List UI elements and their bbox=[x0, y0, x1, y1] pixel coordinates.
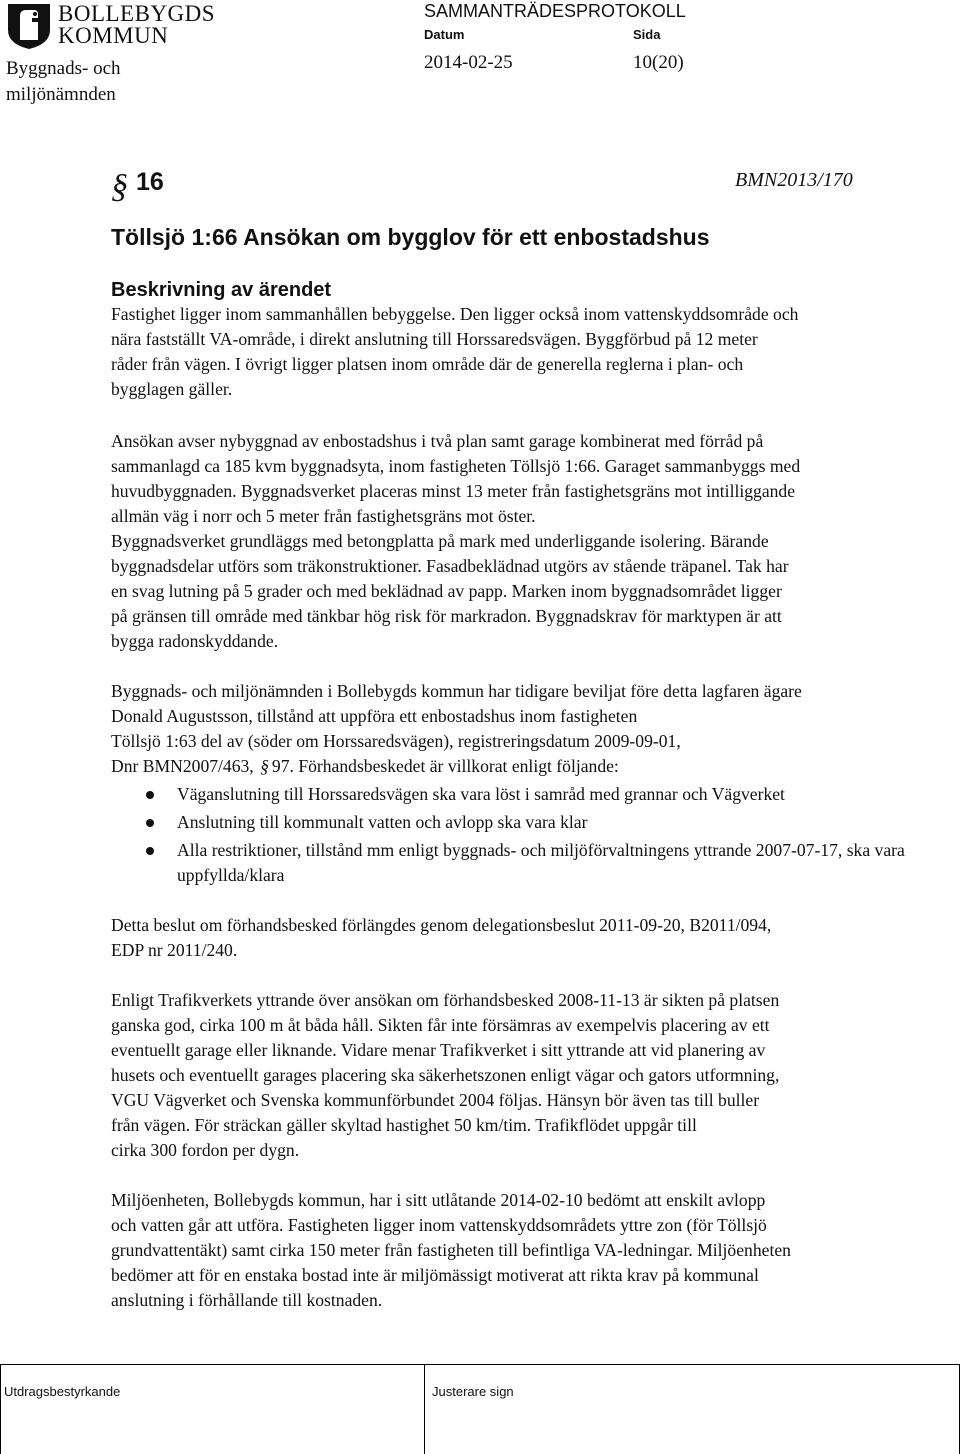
logo-text-line2: KOMMUN bbox=[58, 23, 169, 48]
text-line: anslutning i förhållande till kostnaden. bbox=[111, 1290, 383, 1310]
text-line: sammanlagd ca 185 kvm byggnadsyta, inom fastigheten Töllsjö 1:66. Garaget sammanbyggs med bbox=[111, 456, 801, 476]
footer-divider bbox=[0, 1364, 960, 1365]
text-line: allmän väg i norr och 5 meter från fastighetsgräns mot öster. bbox=[111, 506, 536, 526]
text-line: grundvattentäkt) samt cirka 150 meter från fastigheten till befintliga VA-ledningar. Miljöenheten bbox=[111, 1240, 791, 1260]
text-line: Donald Augustsson, tillstånd att uppföra ett enbostadshus inom fastigheten bbox=[111, 706, 638, 726]
text-line: EDP nr 2011/240. bbox=[111, 940, 238, 960]
list-item bbox=[146, 838, 936, 888]
department-line1: Byggnads- och bbox=[6, 58, 121, 79]
section-sign-icon: § bbox=[260, 756, 269, 776]
text-line: en svag lutning på 5 grader och med beklädnad av papp. Marken inom byggnadsområdet ligger bbox=[111, 581, 782, 601]
text-line: byggnadsdelar utförs som träkonstruktioner. Fasadbeklädnad utgörs av stående träpanel. Tak har bbox=[111, 556, 789, 576]
date-value: 2014-02-25 bbox=[424, 52, 513, 73]
text-line: Enligt Trafikverkets yttrande över ansökan om förhandsbesked 2008-11-13 är sikten på platsen bbox=[111, 990, 780, 1010]
text-line: Byggnadsverket grundläggs med betongplatta på mark med underliggande isolering. Bärande bbox=[111, 531, 769, 551]
conditions-list bbox=[146, 782, 936, 891]
text-line: råder från vägen. I övrigt ligger platsen inom område där de generella reglerna i plan- och bbox=[111, 354, 744, 374]
text-line: bygga radonskyddande. bbox=[111, 631, 279, 651]
list-item bbox=[146, 782, 936, 807]
document-type: SAMMANTRÄDESPROTOKOLL bbox=[424, 1, 686, 21]
text-line: cirka 300 fordon per dygn. bbox=[111, 1140, 300, 1160]
department-name bbox=[6, 56, 176, 108]
paragraph-property-description bbox=[111, 302, 951, 402]
page-label: Sida bbox=[633, 27, 661, 42]
text-line: och vatten går att utföra. Fastigheten ligger inom vattenskyddsområdets yttre zon (för Töllsjö bbox=[111, 1215, 767, 1235]
svg-text:§: § bbox=[111, 168, 128, 204]
text-line: husets och eventuellt garages placering ska säkerhetszonen enligt vägar och gators utformning, bbox=[111, 1065, 780, 1085]
text-fragment: Dnr BMN2007/463, bbox=[111, 756, 254, 776]
footer-border bbox=[0, 1365, 1, 1454]
paragraph-application bbox=[111, 429, 951, 654]
text-line: Detta beslut om förhandsbesked förlängdes genom delegationsbeslut 2011-09-20, B2011/094, bbox=[111, 915, 772, 935]
text-line: Byggnads- och miljönämnden i Bollebygds kommun har tidigare beviljat före detta lagfaren ägare bbox=[111, 681, 802, 701]
paragraph-extension bbox=[111, 913, 951, 963]
text-line: nära fastställt VA-område, i direkt anslutning till Horssaredsvägen. Byggförbud på 12 meter bbox=[111, 329, 758, 349]
list-item-text: Anslutning till kommunalt vatten och avlopp ska vara klar bbox=[177, 812, 588, 832]
text-line: bedömer att för en enstaka bostad inte är miljömässigt motiverat att rikta krav på kommunal bbox=[111, 1265, 759, 1285]
text-fragment: 97. Förhandsbeskedet är villkorat enligt följande: bbox=[271, 756, 619, 776]
section-sign-icon bbox=[111, 168, 133, 204]
text-line: från vägen. För sträckan gäller skyltad hastighet 50 km/tim. Trafikflödet uppgår till bbox=[111, 1115, 697, 1135]
list-item bbox=[146, 810, 936, 835]
department-line2: miljönämnden bbox=[6, 84, 116, 105]
section-number: 16 bbox=[136, 168, 164, 196]
list-item-text: Alla restriktioner, tillstånd mm enligt byggnads- och miljöförvaltningens yttrande 2007-07-17, ska vara uppfyllda/klara bbox=[177, 840, 905, 885]
footer-column-divider bbox=[424, 1365, 425, 1454]
text-line: på gränsen till område med tänkbar hög risk för markradon. Byggnadskrav för marktypen är att bbox=[111, 606, 782, 626]
extract-certification-label: Utdragsbestyrkande bbox=[4, 1384, 121, 1399]
text-line: eventuellt garage eller liknande. Vidare menar Trafikverket i sitt yttrande att vid planering av bbox=[111, 1040, 766, 1060]
page-title: Töllsjö 1:66 Ansökan om bygglov för ett enbostadshus bbox=[111, 224, 710, 250]
municipal-crest-icon bbox=[6, 2, 52, 50]
text-line: Miljöenheten, Bollebygds kommun, har i sitt utlåtande 2014-02-10 bedömt att enskilt avlopp bbox=[111, 1190, 766, 1210]
paragraph-prior-decision bbox=[111, 679, 951, 779]
text-line: Töllsjö 1:63 del av (söder om Horssaredsvägen), registreringsdatum 2009-09-01, bbox=[111, 731, 681, 751]
text-line: bygglagen gäller. bbox=[111, 379, 233, 399]
paragraph-traffic-authority bbox=[111, 988, 951, 1163]
text-line bbox=[111, 754, 951, 779]
bullet-dot-icon bbox=[146, 791, 154, 799]
text-line: Ansökan avser nybyggnad av enbostadshus i två plan samt garage kombinerat med förråd på bbox=[111, 431, 764, 451]
text-line: huvudbyggnaden. Byggnadsverket placeras minst 13 meter från fastighetsgräns mot intilliggande bbox=[111, 481, 796, 501]
list-item-text: Väganslutning till Horssaredsvägen ska vara löst i samråd med grannar och Vägverket bbox=[177, 784, 785, 804]
text-line: VGU Vägverket och Svenska kommunförbundet 2004 följas. Hänsyn bör även tas till buller bbox=[111, 1090, 760, 1110]
case-number: BMN2013/170 bbox=[735, 169, 853, 191]
logo-text-line1: BOLLEBYGDS bbox=[58, 1, 216, 26]
page-value: 10(20) bbox=[633, 52, 684, 73]
bullet-dot-icon bbox=[146, 847, 154, 855]
paragraph-environment-unit bbox=[111, 1188, 951, 1313]
text-line: ganska god, cirka 100 m åt båda håll. Sikten får inte försämras av exempelvis placering av ett bbox=[111, 1015, 770, 1035]
text-line: Fastighet ligger inom sammanhållen bebyggelse. Den ligger också inom vattenskyddsområde och bbox=[111, 304, 799, 324]
description-heading: Beskrivning av ärendet bbox=[111, 279, 332, 301]
bullet-dot-icon bbox=[146, 819, 154, 827]
adjuster-signature-label: Justerare sign bbox=[432, 1384, 514, 1399]
date-label: Datum bbox=[424, 27, 465, 42]
